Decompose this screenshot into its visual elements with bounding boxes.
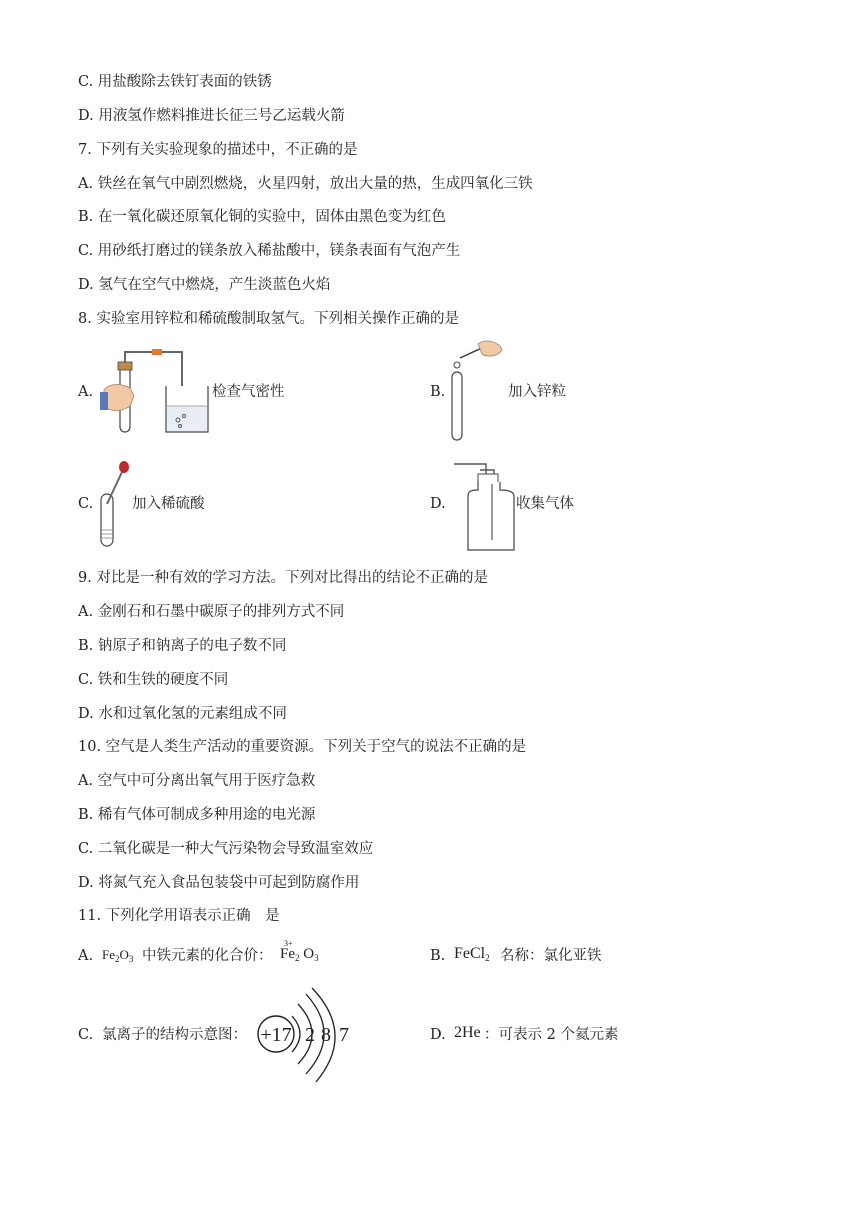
q11-b-letter: B. (430, 948, 446, 964)
add-acid-figure (96, 458, 136, 550)
question-10: 10. 空气是人类生产活动的重要资源。下列关于空气的说法不正确的是 (78, 739, 527, 755)
q10-option-c: C. 二氧化碳是一种大气污染物会导致温室效应 (78, 841, 374, 857)
shell-2-electrons: 8 (321, 1024, 331, 1046)
q7-option-a: A. 铁丝在氧气中剧烈燃烧，火星四射，放出大量的热，生成四氧化三铁 (78, 176, 533, 192)
q10-option-a: A. 空气中可分离出氧气用于医疗急救 (78, 773, 316, 789)
q8-d-letter: D. (430, 496, 446, 512)
q11-d-letter: D. (430, 1027, 446, 1043)
q8-c-text: 加入稀硫酸 (132, 496, 205, 512)
q11-c-text: 氯离子的结构示意图： (102, 1027, 247, 1043)
q9-option-a: A. 金刚石和石墨中碳原子的排列方式不同 (78, 604, 345, 620)
q9-option-c: C. 铁和生铁的硬度不同 (78, 672, 229, 688)
q7-option-b: B. 在一氧化碳还原氧化铜的实验中，固体由黑色变为红色 (78, 209, 446, 225)
q11-a-text: 中铁元素的化合价： (142, 948, 273, 964)
chloride-ion-diagram (254, 986, 358, 1086)
q10-option-d: D. 将氮气充入食品包装袋中可起到防腐作用 (78, 875, 360, 891)
q11-b-text: 名称：氯化亚铁 (500, 948, 602, 964)
q8-a-letter: A. (78, 384, 94, 400)
airtight-check-figure (100, 346, 210, 438)
q9-option-b: B. 钠原子和钠离子的电子数不同 (78, 638, 287, 654)
q11-c-letter: C. (78, 1027, 94, 1043)
q8-b-letter: B. (430, 384, 446, 400)
gas-bottle-figure (452, 460, 516, 552)
shell-1-electrons: 2 (305, 1024, 315, 1046)
option-d-line: D. 用液氢作燃料推进长征三号乙运载火箭 (78, 108, 345, 124)
q11-a-letter: A. (78, 948, 94, 964)
option-c-line: C. 用盐酸除去铁钉表面的铁锈 (78, 74, 272, 90)
question-7: 7. 下列有关实验现象的描述中，不正确的是 (78, 142, 358, 158)
q8-c-letter: C. (78, 496, 94, 512)
q8-d-text: 收集气体 (516, 496, 574, 512)
q11-d-formula: 2He (454, 1024, 481, 1041)
q7-option-c: C. 用砂纸打磨过的镁条放入稀盐酸中，镁条表面有气泡产生 (78, 243, 461, 259)
shell-3-electrons: 7 (339, 1024, 349, 1046)
q10-option-b: B. 稀有气体可制成多种用途的电光源 (78, 807, 316, 823)
q9-option-d: D. 水和过氧化氢的元素组成不同 (78, 706, 287, 722)
q8-b-text: 加入锌粒 (508, 384, 566, 400)
q11-a-valence: 3+ $Fe_2$ $O_3$ (280, 939, 319, 963)
q7-option-d: D. 氢气在空气中燃烧，产生淡蓝色火焰 (78, 277, 331, 293)
q8-a-text: 检查气密性 (212, 384, 285, 400)
question-8: 8. 实验室用锌粒和稀硫酸制取氢气。下列相关操作正确的是 (78, 311, 459, 327)
nucleus-charge: +17 (260, 1024, 292, 1046)
question-9: 9. 对比是一种有效的学习方法。下列对比得出的结论不正确的是 (78, 570, 488, 586)
q11-d-text: ：可表示 2 个氦元素 (484, 1027, 619, 1043)
q11-b-formula: FeCl$_2$ (454, 945, 490, 963)
q11-a-formula: $Fe_2O_3$ (102, 947, 134, 964)
question-11: 11. 下列化学用语表示正确 是 (78, 908, 280, 924)
add-zinc-figure (446, 340, 506, 442)
